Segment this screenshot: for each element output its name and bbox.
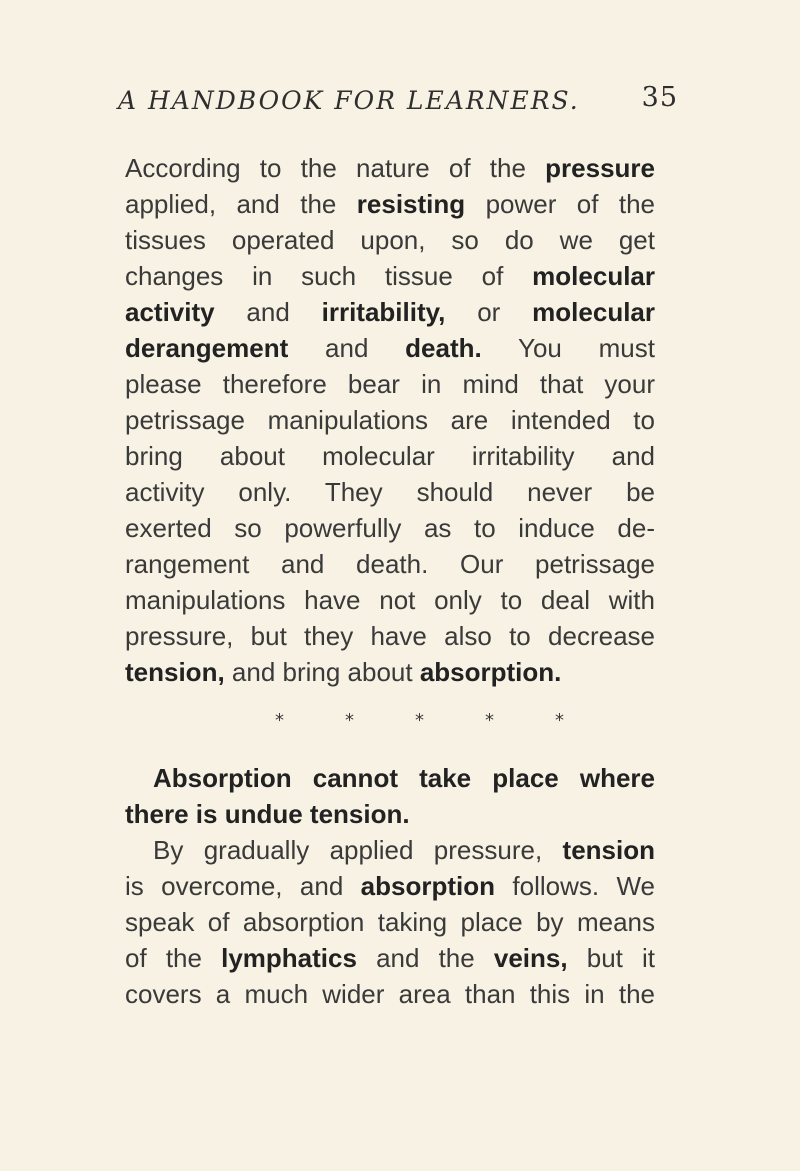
bold-term: absorption. [419,657,562,687]
text-line: activity only. They should never be [125,477,655,507]
text-line: By gradually applied pressure, tension [153,835,655,865]
paragraph-absorption-statement [125,760,655,832]
bold-term: absorption [360,871,496,901]
bold-term: tension, [125,657,225,687]
text-line: of the lymphatics and the veins, but it [125,943,656,973]
bold-term: tension [562,835,655,865]
text-line: tissues operated upon, so do we get [125,225,655,255]
bold-term: death. [405,333,482,363]
text-line: is overcome, and absorption follows. We [125,871,655,901]
separator-star: * [555,710,564,731]
text-line: petrissage manipulations are intended to [125,405,655,435]
text-line: exerted so powerfully as to induce de- [125,513,655,543]
paragraph-gradual-pressure [125,832,655,1012]
paragraph-pressure [125,150,655,690]
bold-term: pressure [545,153,655,183]
text-line: Absorption cannot take place where [153,763,655,793]
text-line: speak of absorption taking place by means [125,907,655,937]
text-line: changes in such tissue of molecular [125,261,655,291]
text-line: manipulations have not only to deal with [125,585,655,615]
text-line: tension, and bring about absorption. [125,657,562,687]
separator-star: * [485,710,494,731]
text-line: covers a much wider area than this in the [125,979,655,1009]
running-head [118,82,678,122]
section-separator [275,710,575,740]
text-line: activity and irritability, or molecular [125,297,655,327]
text-line: derangement and death. You must [125,333,655,363]
text-line: there is undue tension. [125,799,410,829]
bold-term: derangement [125,333,289,363]
text-line: rangement and death. Our petrissage [125,549,655,579]
separator-star: * [275,710,284,731]
bold-term: molecular [532,297,655,327]
bold-term: molecular [532,261,655,291]
separator-star: * [345,710,354,731]
separator-star: * [415,710,424,731]
bold-term: irritability, [321,297,446,327]
running-head-title: A HANDBOOK FOR LEARNERS. [118,86,580,115]
text-line: please therefore bear in mind that your [125,369,655,399]
text-line: pressure, but they have also to decrease [125,621,655,651]
bold-term: lymphatics [221,943,357,973]
text-line: bring about molecular irritability and [125,441,655,471]
bold-term: veins, [493,943,568,973]
text-line: applied, and the resisting power of the [125,189,655,219]
page-number: 35 [641,82,678,113]
bold-term: activity [125,297,215,327]
bold-term: resisting [356,189,466,219]
text-line: According to the nature of the pressure [125,153,655,183]
